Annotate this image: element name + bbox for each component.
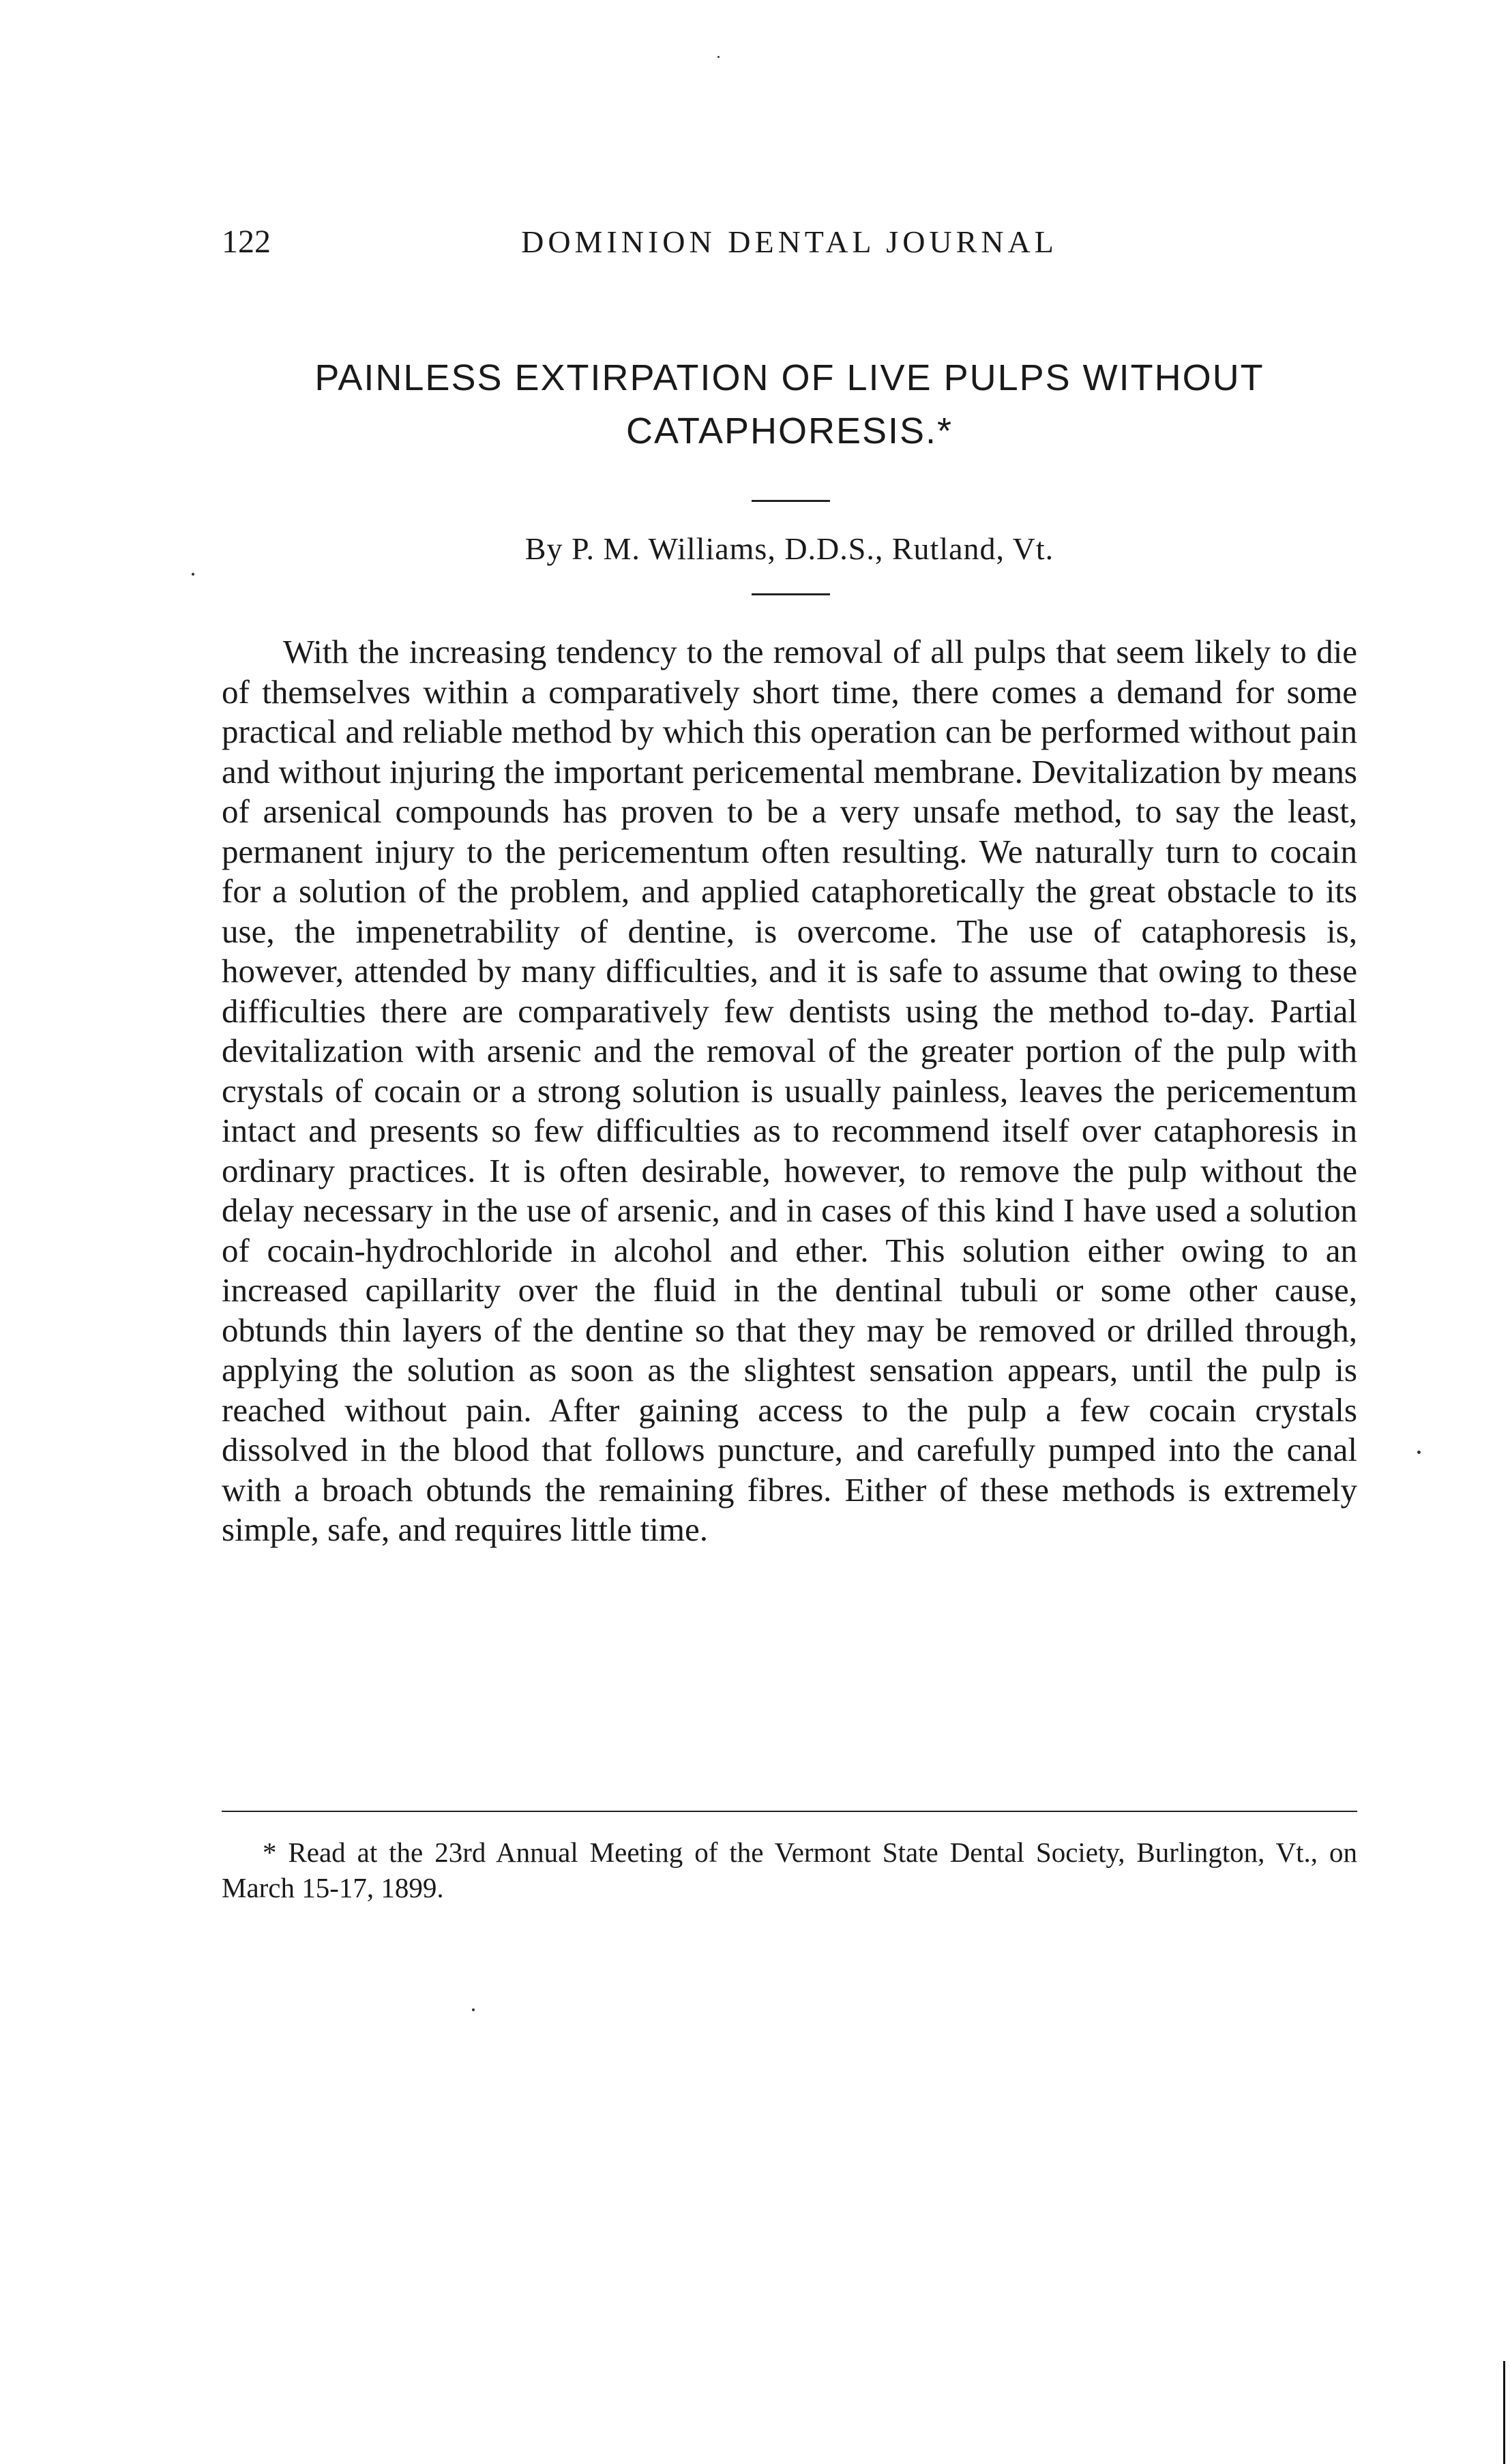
- paper-speck: [717, 56, 720, 58]
- byline: By P. M. Williams, D.D.S., Rutland, Vt.: [524, 531, 1054, 566]
- footnote-divider: [222, 1811, 1357, 1812]
- paper-speck: [1417, 1451, 1421, 1454]
- footnote: * Read at the 23rd Annual Meeting of the Vermont State Dental Society, Burlington, Vt., on March 15-17, 1899.: [222, 1837, 1357, 1903]
- byline-divider: [752, 593, 830, 595]
- article-title: PAINLESS EXTIRPATION OF LIVE PULPS WITHOUT CATAPHORESIS.*: [314, 357, 1264, 451]
- paper-speck: [472, 2008, 475, 2011]
- article-body: With the increasing tendency to the removal of all pulps that seem likely to die of themselves within a comparatively short time, there comes a demand for some practical and reliable method by which this operation can be performed without pain and without injuring the important pericemental membrane. Devitalization by means of arsenical compounds has proven to be a very unsafe method, to say the least, permanent injury to the pericementum often resulting. We naturally turn to cocain for a solution of the problem, and applied cataphoretically the great obstacle to its use, the impenetrability of dentine, is overcome. The use of cataphoresis is, however, attended by many difficulties, and it is safe to assume that owing to these difficulties there are comparatively few dentists using the method to-day. Partial devitalization with arsenic and the removal of the greater portion of the pulp with crystals of cocain or a strong solution is usually painless, leaves the pericementum intact and presents so few difficulties as to recommend itself over cataphoresis in ordinary practices. It is often desirable, however, to remove the pulp without the delay necessary in the use of arsenic, and in cases of this kind I have used a solution of cocain-hydrochloride in alcohol and ether. This solution either owing to an increased capillarity over the fluid in the dentinal tubuli or some other cause, obtunds thin layers of the dentine so that they may be removed or drilled through, applying the solution as soon as the slightest sensation appears, until the pulp is reached without pain. After gaining access to the pulp a few cocain crystals dissolved in the blood that follows puncture, and carefully pumped into the canal with a broach obtunds the remaining fibres. Either of these methods is extremely simple, safe, and requires little time.: [222, 633, 1357, 1548]
- paper-speck: [192, 573, 194, 576]
- page-number: 122: [222, 224, 271, 260]
- running-head: [222, 218, 1357, 266]
- journal-title: DOMINION DENTAL JOURNAL: [521, 224, 1058, 259]
- title-divider: [752, 500, 830, 502]
- page-edge-mark: [1503, 2361, 1505, 2464]
